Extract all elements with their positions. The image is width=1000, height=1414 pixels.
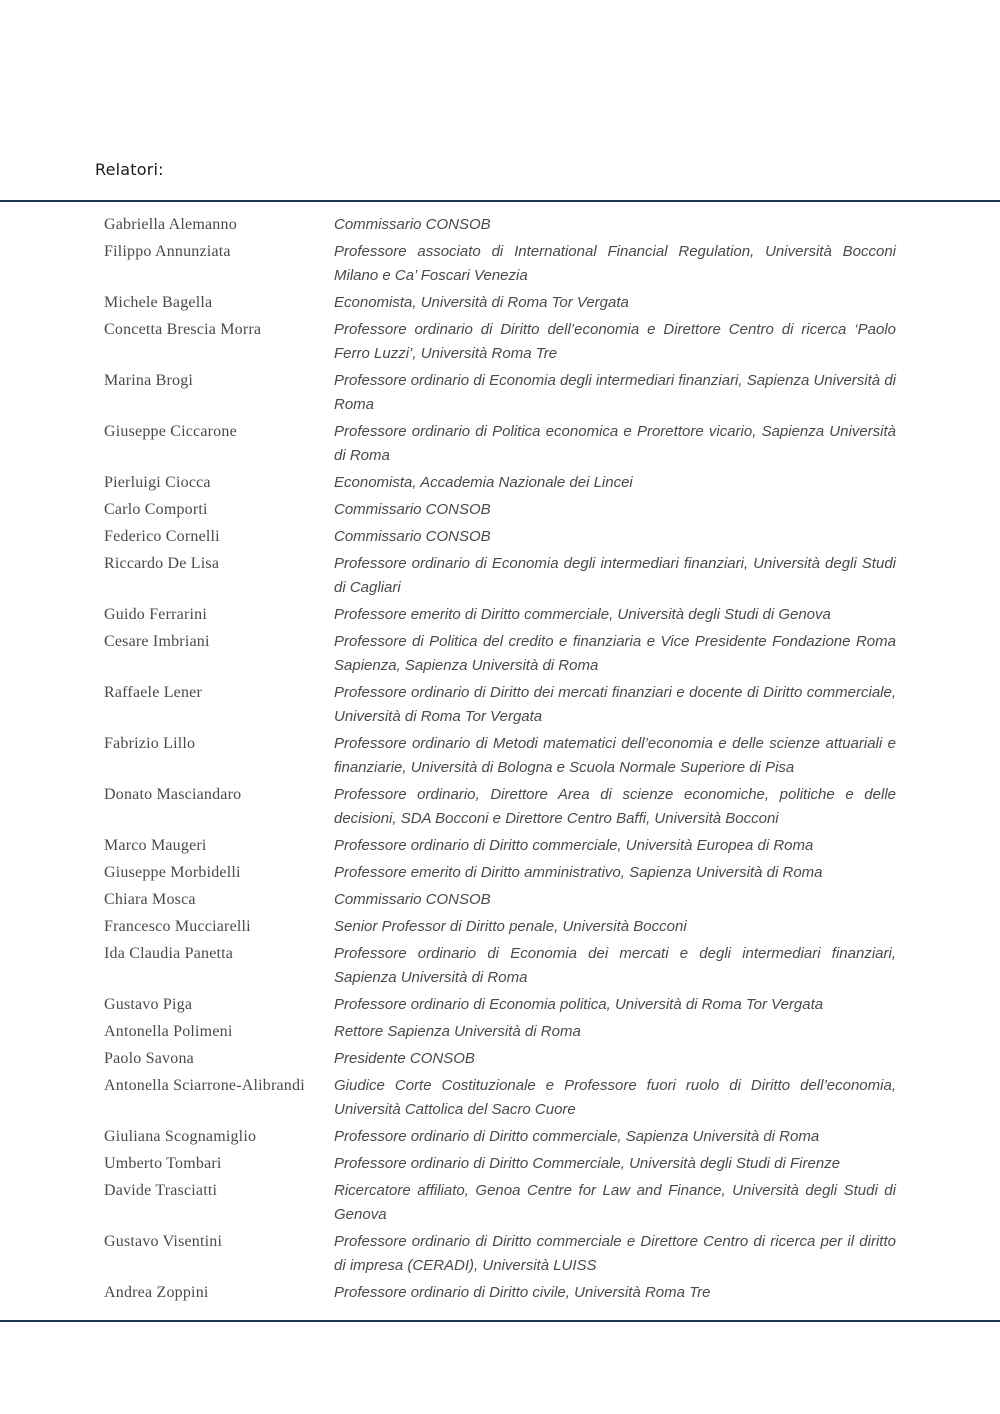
speaker-role: Professore emerito di Diritto amministrativo, Sapienza Università di Roma bbox=[334, 864, 823, 881]
speaker-role: Professore ordinario, Direttore Area di scienze economiche, politiche e delle decisioni, SDA Bocconi e Direttore Centro Baffi, Università Bocconi bbox=[334, 786, 896, 827]
speaker-row bbox=[104, 498, 900, 522]
speaker-name: Chiara Mosca bbox=[104, 891, 196, 908]
speaker-role: Presidente CONSOB bbox=[334, 1050, 475, 1067]
speaker-role: Professore ordinario di Economia politica, Università di Roma Tor Vergata bbox=[334, 996, 824, 1013]
speaker-name: Raffaele Lener bbox=[104, 684, 202, 701]
speaker-row bbox=[104, 915, 900, 939]
speaker-row bbox=[104, 240, 900, 288]
speaker-role: Professore ordinario di Economia dei mercati e degli intermediari finanziari, Sapienza Università di Roma bbox=[334, 945, 896, 986]
speaker-row bbox=[104, 552, 900, 600]
speaker-role: Professore ordinario di Economia degli intermediari finanziari, Sapienza Università di Roma bbox=[334, 372, 896, 413]
speaker-role: Economista, Università di Roma Tor Vergata bbox=[334, 294, 629, 311]
speaker-name: Davide Trasciatti bbox=[104, 1182, 218, 1199]
speaker-role: Professore ordinario di Diritto commerciale, Sapienza Università di Roma bbox=[334, 1128, 820, 1145]
speaker-role: Commissario CONSOB bbox=[334, 501, 491, 518]
speaker-row bbox=[104, 1047, 900, 1071]
speaker-name: Fabrizio Lillo bbox=[104, 735, 196, 752]
speaker-name: Gustavo Piga bbox=[104, 996, 193, 1013]
speaker-role: Ricercatore affiliato, Genoa Centre for Law and Finance, Università degli Studi di Genova bbox=[334, 1182, 896, 1223]
speaker-row bbox=[104, 993, 900, 1017]
speaker-role: Professore ordinario di Diritto commerciale e Direttore Centro di ricerca per il diritto di impresa (CERADI), Università LUISS bbox=[334, 1233, 896, 1274]
speaker-row bbox=[104, 942, 900, 990]
speaker-name: Antonella Polimeni bbox=[104, 1023, 233, 1040]
speaker-role: Commissario CONSOB bbox=[334, 891, 491, 908]
speaker-name: Giuseppe Ciccarone bbox=[104, 423, 237, 440]
speaker-role: Professore ordinario di Diritto dell’economia e Direttore Centro di ricerca ‘Paolo Ferro Luzzi’, Università Roma Tre bbox=[334, 321, 896, 362]
speaker-role: Commissario CONSOB bbox=[334, 216, 491, 233]
speaker-name: Paolo Savona bbox=[104, 1050, 194, 1067]
speaker-name: Donato Masciandaro bbox=[104, 786, 242, 803]
speaker-name: Michele Bagella bbox=[104, 294, 213, 311]
speaker-role: Commissario CONSOB bbox=[334, 528, 491, 545]
speaker-row bbox=[104, 732, 900, 780]
speaker-name: Gabriella Alemanno bbox=[104, 216, 237, 233]
speaker-name: Pierluigi Ciocca bbox=[104, 474, 211, 491]
speaker-name: Ida Claudia Panetta bbox=[104, 945, 234, 962]
speaker-role: Professore ordinario di Diritto commerciale, Università Europea di Roma bbox=[334, 837, 814, 854]
speaker-row bbox=[104, 834, 900, 858]
speaker-name: Cesare Imbriani bbox=[104, 633, 210, 650]
speaker-name: Gustavo Visentini bbox=[104, 1233, 223, 1250]
speaker-role: Rettore Sapienza Università di Roma bbox=[334, 1023, 581, 1040]
speaker-name: Filippo Annunziata bbox=[104, 243, 231, 260]
speaker-row bbox=[104, 1152, 900, 1176]
speaker-name: Giuseppe Morbidelli bbox=[104, 864, 241, 881]
speaker-row bbox=[104, 291, 900, 315]
bottom-divider bbox=[0, 1320, 1000, 1322]
speaker-role: Professore di Politica del credito e finanziaria e Vice Presidente Fondazione Roma Sapienza, Sapienza Università di Roma bbox=[334, 633, 896, 674]
speaker-row bbox=[104, 630, 900, 678]
speaker-row bbox=[104, 1074, 900, 1122]
speaker-role: Senior Professor di Diritto penale, Università Bocconi bbox=[334, 918, 687, 935]
speaker-row bbox=[104, 471, 900, 495]
speaker-role: Professore associato di International Financial Regulation, Università Bocconi Milano e Ca’ Foscari Venezia bbox=[334, 243, 896, 284]
speaker-row bbox=[104, 420, 900, 468]
speaker-name: Carlo Comporti bbox=[104, 501, 208, 518]
speaker-role: Professore ordinario di Diritto dei mercati finanziari e docente di Diritto commerciale, Università di Roma Tor Vergata bbox=[334, 684, 896, 725]
speaker-role: Economista, Accademia Nazionale dei Lincei bbox=[334, 474, 633, 491]
speaker-row bbox=[104, 861, 900, 885]
speaker-name: Riccardo De Lisa bbox=[104, 555, 220, 572]
speaker-role: Professore emerito di Diritto commerciale, Università degli Studi di Genova bbox=[334, 606, 831, 623]
speaker-role: Professore ordinario di Diritto civile, Università Roma Tre bbox=[334, 1284, 711, 1301]
speaker-role: Professore ordinario di Diritto Commerciale, Università degli Studi di Firenze bbox=[334, 1155, 841, 1172]
section-heading: Relatori: bbox=[95, 160, 164, 179]
speaker-row bbox=[104, 1020, 900, 1044]
speaker-row bbox=[104, 1230, 900, 1278]
speaker-name: Marina Brogi bbox=[104, 372, 194, 389]
top-divider bbox=[0, 200, 1000, 202]
speaker-row bbox=[104, 603, 900, 627]
speaker-name: Francesco Mucciarelli bbox=[104, 918, 251, 935]
speaker-name: Federico Cornelli bbox=[104, 528, 220, 545]
speaker-name: Antonella Sciarrone-Alibrandi bbox=[104, 1077, 305, 1094]
speaker-name: Concetta Brescia Morra bbox=[104, 321, 262, 338]
speaker-row bbox=[104, 1281, 900, 1305]
speaker-role: Giudice Corte Costituzionale e Professore fuori ruolo di Diritto dell’economia, Università Cattolica del Sacro Cuore bbox=[334, 1077, 896, 1118]
speaker-row bbox=[104, 525, 900, 549]
speaker-row bbox=[104, 783, 900, 831]
speaker-role: Professore ordinario di Metodi matematici dell’economia e delle scienze attuariali e finanziarie, Università di Bologna e Scuola Normale Superiore di Pisa bbox=[334, 735, 896, 776]
speaker-row bbox=[104, 888, 900, 912]
speaker-name: Giuliana Scognamiglio bbox=[104, 1128, 257, 1145]
speaker-row bbox=[104, 1125, 900, 1149]
speaker-name: Umberto Tombari bbox=[104, 1155, 222, 1172]
speaker-name: Andrea Zoppini bbox=[104, 1284, 209, 1301]
speaker-role: Professore ordinario di Economia degli intermediari finanziari, Università degli Studi di Cagliari bbox=[334, 555, 896, 596]
speaker-name: Guido Ferrarini bbox=[104, 606, 207, 623]
speaker-row bbox=[104, 681, 900, 729]
speaker-row bbox=[104, 369, 900, 417]
speaker-name: Marco Maugeri bbox=[104, 837, 207, 854]
speaker-row bbox=[104, 1179, 900, 1227]
speaker-row bbox=[104, 318, 900, 366]
speaker-role: Professore ordinario di Politica economica e Prorettore vicario, Sapienza Università di Roma bbox=[334, 423, 896, 464]
speaker-list bbox=[104, 213, 900, 1308]
speaker-row bbox=[104, 213, 900, 237]
